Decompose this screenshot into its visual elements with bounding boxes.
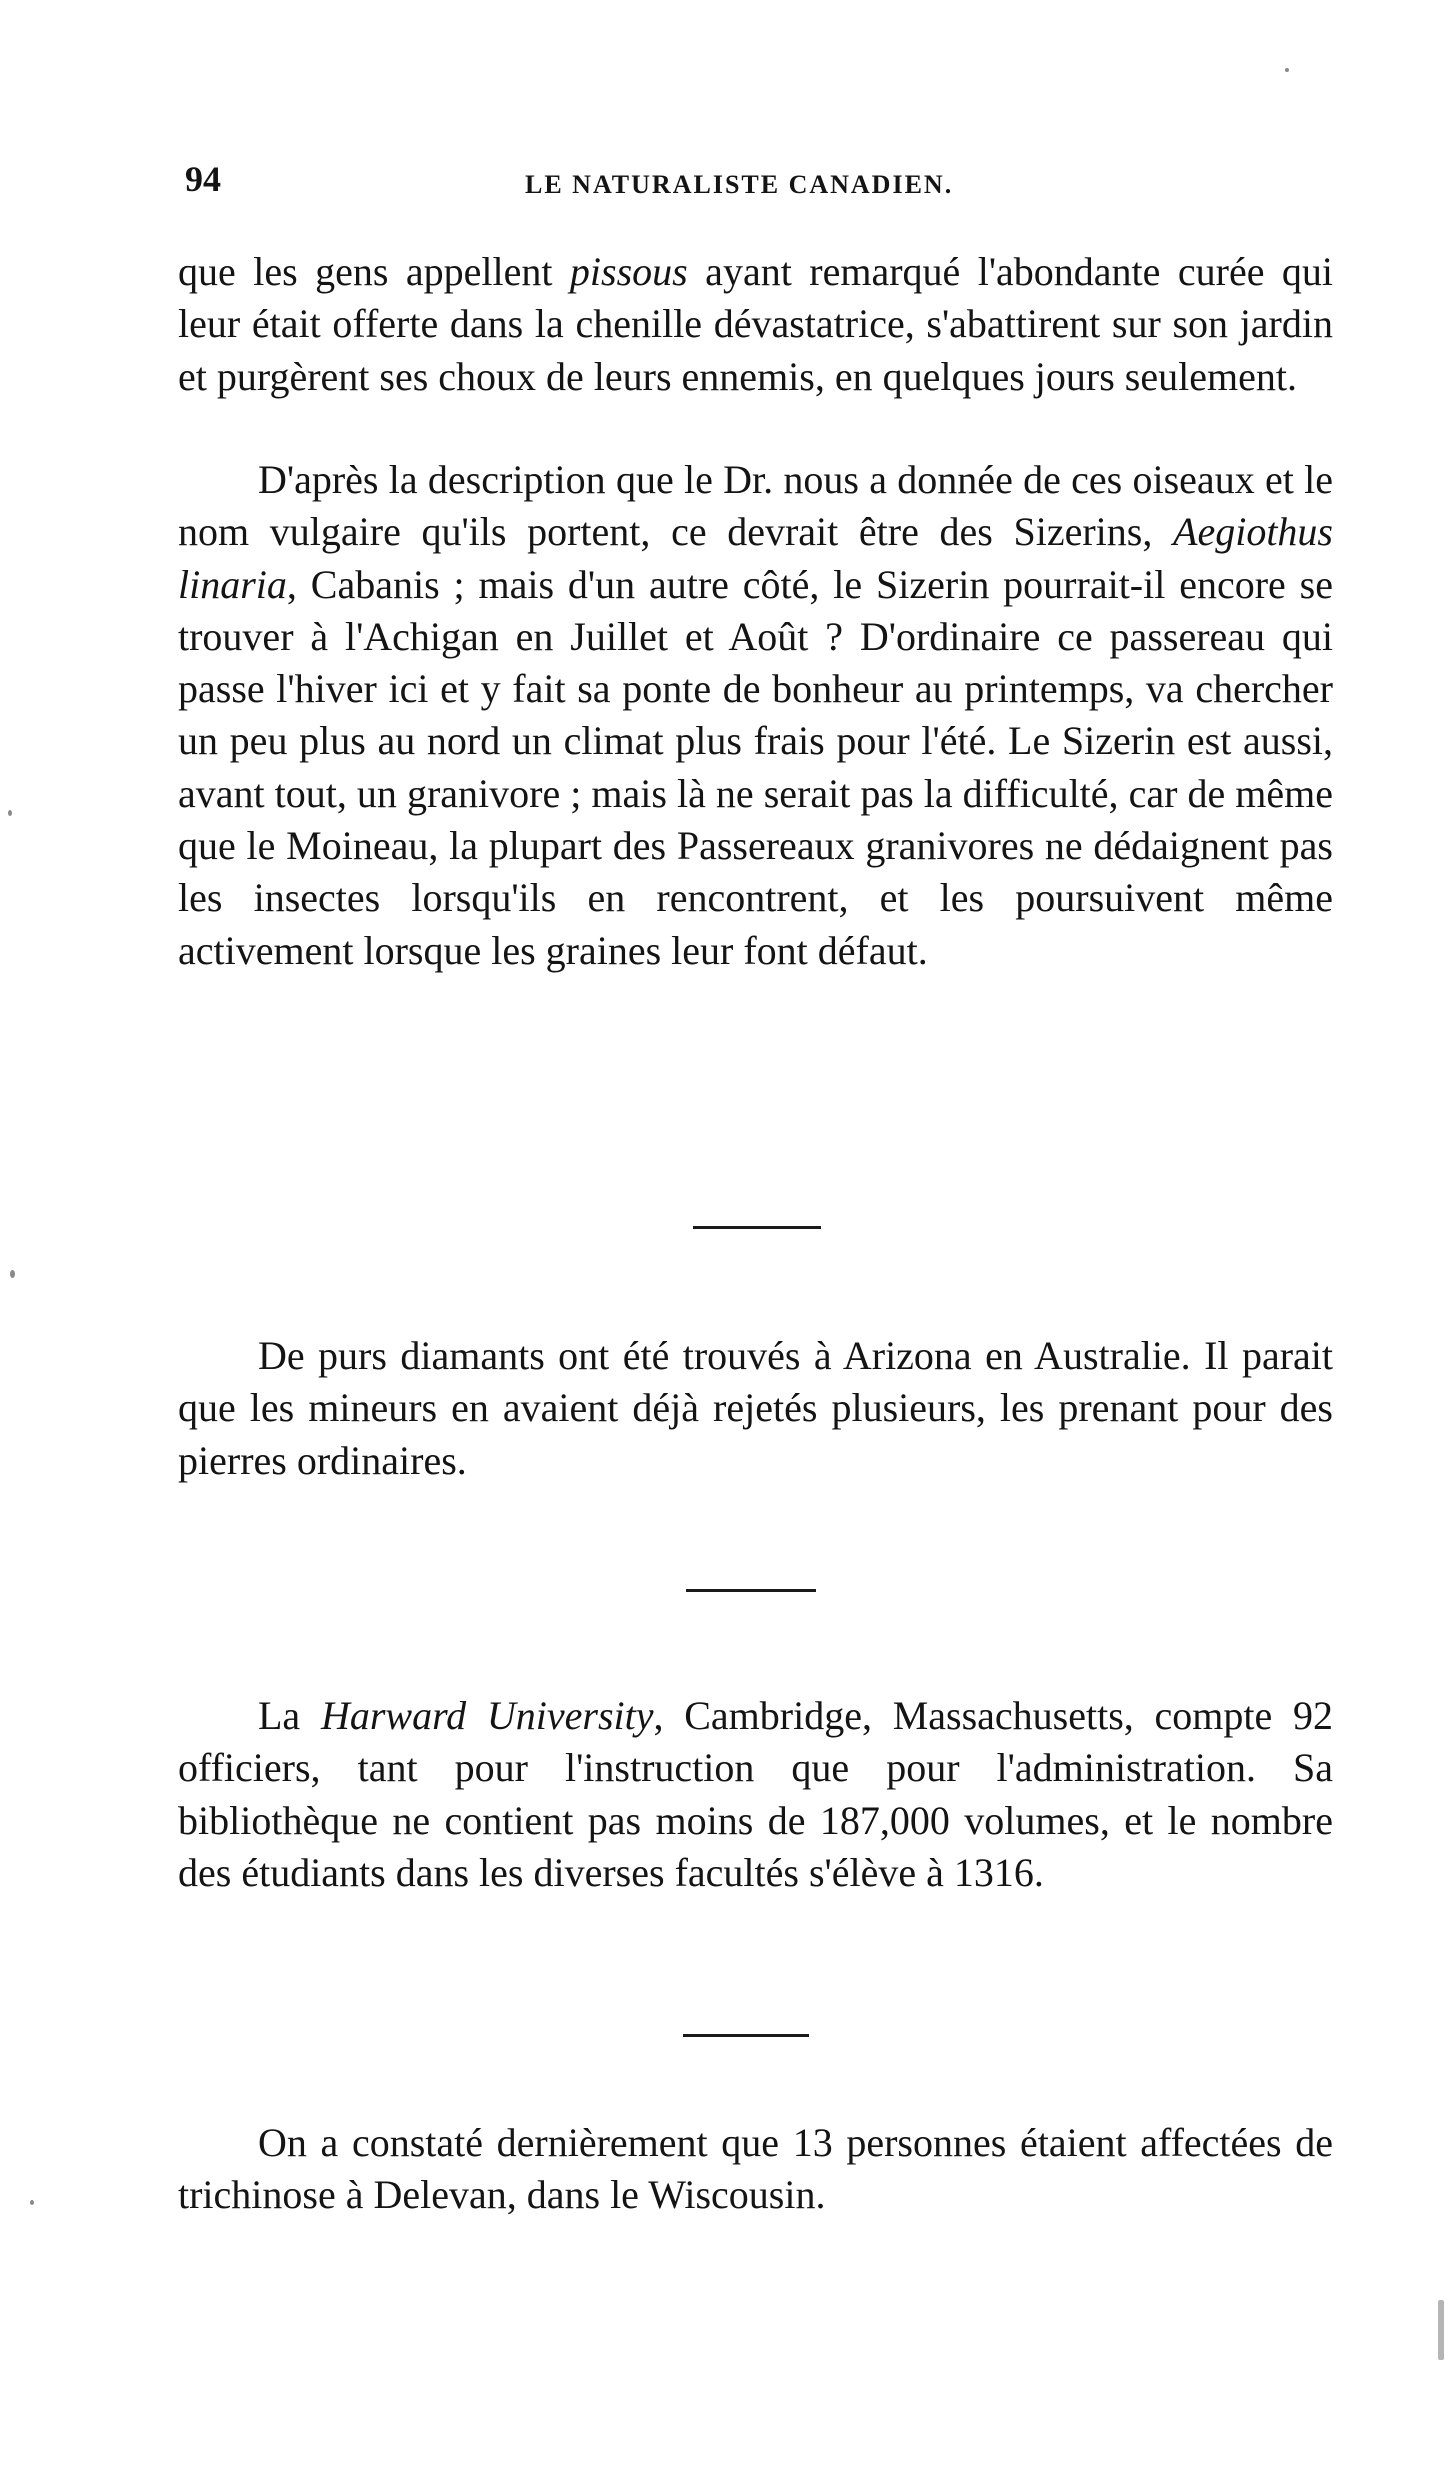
running-title: LE NATURALISTE CANADIEN. — [525, 170, 954, 199]
section-divider — [683, 2034, 809, 2037]
paragraph-text: De purs diamants ont été trouvés à Arizona en Australie. Il parait que les mineurs en avaient déjà rejetés plusieurs, les prenant pour des pierres ordinaires. — [178, 1333, 1333, 1483]
scan-speck — [1285, 68, 1289, 72]
paragraph-trichinose — [178, 2117, 1333, 2222]
italic-term: pissous — [569, 249, 688, 294]
scan-speck — [10, 1270, 15, 1278]
page-number: 94 — [185, 159, 221, 199]
italic-term: Aegiothus linaria — [178, 509, 1333, 607]
scan-speck — [8, 810, 12, 816]
scan-speck — [1438, 2300, 1444, 2360]
running-header — [185, 158, 1335, 208]
paragraph-text: On a constaté dernièrement que 13 personnes étaient affectées de trichinose à Delevan, dans le Wiscousin. — [178, 2120, 1333, 2218]
italic-term: Harward University — [320, 1693, 654, 1738]
paragraph-continuation — [178, 246, 1333, 403]
paragraph-text: ayant remarqué l'abondante curée qui leur était offerte dans la chenille dévastatrice, s'abattirent sur son jardin et purgèrent ses choux de leurs ennemis, en quelques jours seulement. — [178, 249, 1334, 399]
paragraph-text: D'après la description que le Dr. nous a donnée de ces oiseaux et le nom vulgaire qu'ils portent, ce devrait être des Sizerins, — [178, 457, 1333, 555]
paragraph-text: La — [258, 1693, 321, 1738]
scan-speck — [30, 2200, 34, 2205]
paragraph-text: , Cabanis ; mais d'un autre côté, le Sizerin pourrait-il encore se trouver à l'Achigan en Juillet et Août ? D'ordinaire ce passereau qui passe l'hiver ici et y fait sa ponte de bonheur au printemps, va chercher un peu plus au nord un climat plus frais pour l'été. Le Sizerin est aussi, avant tout, un granivore ; mais là ne serait pas la difficulté, car de même que le Moineau, la plupart des Passereaux granivores ne dédaignent pas les insectes lorsqu'ils en rencontrent, et les poursuivent même activement lorsque les graines leur font défaut. — [178, 561, 1333, 973]
section-divider — [693, 1226, 821, 1229]
section-divider — [686, 1589, 816, 1592]
paragraph-harvard — [178, 1690, 1333, 1899]
paragraph-text: , Cambridge, Massachusetts, compte 92 officiers, tant pour l'instruction que pour l'administration. Sa bibliothèque ne contient pas moins de 187,000 volumes, et le nombre des étudiants dans les diverses facultés s'élève à 1316. — [178, 1693, 1334, 1895]
paragraph-text: que les gens appellent — [178, 249, 570, 294]
paragraph-diamonds — [178, 1330, 1333, 1487]
paragraph-sizerins — [178, 454, 1333, 977]
